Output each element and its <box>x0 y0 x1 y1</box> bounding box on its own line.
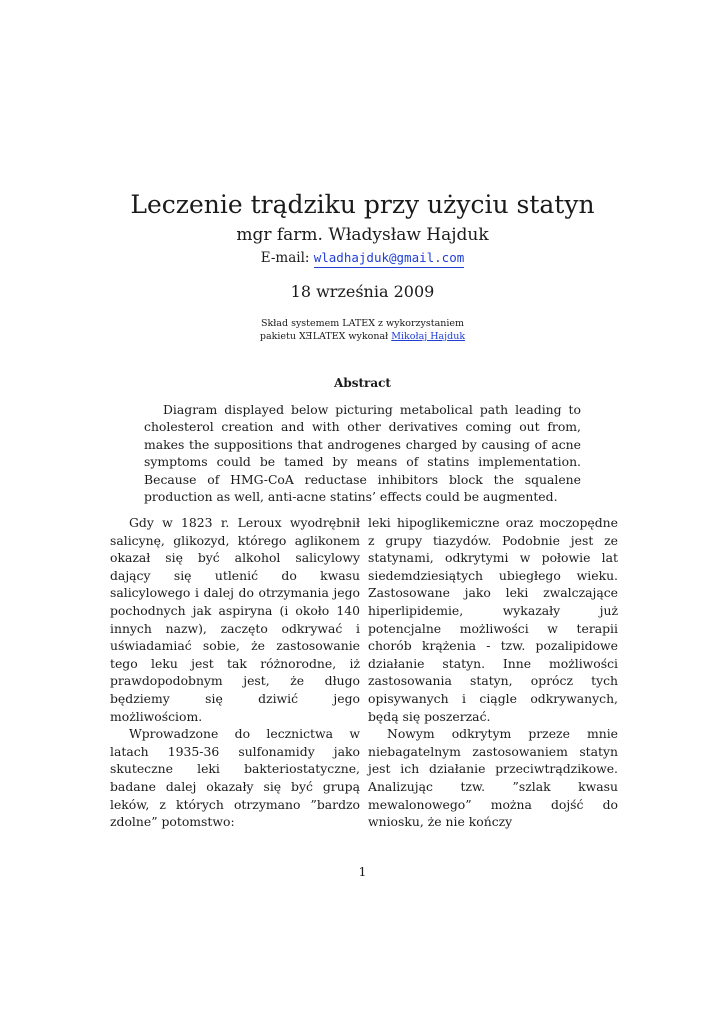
column-right <box>368 514 618 831</box>
left-paragraph-2: Wprowadzone do lecznictwa w latach 1935-36 sulfonamidy jako skuteczne leki bakteriostatyczne, badane dalej okazały się być grupą leków, z których otrzymano ”bardzo zdolne” potomstwo: <box>110 726 360 830</box>
left-paragraph-1: Gdy w 1823 r. Leroux wyodrębnił salicynę, glikozyd, którego aglikonem okazał się być alkohol salicylowy dający się utlenić do kwasu salicylowego i dalej do otrzymania jego pochodnych jak aspiryna (i około 140 innych nazw), zaczęto odkrywać i uświadamiać sobie, że zastosowanie tego leku jest tak różnorodne, iż prawdopodobnym jest, że długo będziemy się dziwić jego możliwościom. <box>110 515 360 724</box>
typeset-note-prefix: pakietu XƎLATEX wykonał <box>259 331 392 342</box>
abstract-heading: Abstract <box>334 376 391 390</box>
typeset-author-link[interactable]: Mikołaj Hajduk <box>391 331 466 342</box>
email-line <box>0 249 725 267</box>
right-paragraph-1: leki hipoglikemiczne oraz moczopędne z grupy tiazydów. Podobnie jest ze statynami, odkrytymi w połowie lat siedemdziesiątych ubiegłego wieku. Zastosowane jako leki zwalczające hiperlipidemie, wykazały już potencjalne możliwości w terapii chorób krążenia - tzw. pozalipidowe działanie statyn. Inne możliwości zastosowania statyn, oprócz tych opisywanych i ciągle odkrywanych, będą się poszerzać. <box>368 515 618 724</box>
email-label: E-mail: <box>260 250 314 266</box>
abstract-text: Diagram displayed below picturing metabolical path leading to cholesterol creation and with other derivatives coming out from, makes the suppositions that androgenes charged by causing of acne symptoms could be tamed by means of statins implementation. Because of HMG-CoA reductase inhibitors block the squalene production as well, anti-acne statins’ effects could be augmented. <box>144 402 581 505</box>
page-number: 1 <box>358 864 367 879</box>
email-link[interactable]: wladhajduk@gmail.com <box>314 250 465 268</box>
column-left <box>110 514 360 831</box>
paper-date: 18 września 2009 <box>290 282 435 301</box>
typeset-note-line2 <box>0 331 725 343</box>
right-paragraph-2: Nowym odkrytym przeze mnie niebagatelnym zastosowaniem statyn jest ich działanie przeciwtrądzikowe. Analizując tzw. ”szlak kwasu mewalonowego” można dojść do wniosku, że nie kończy <box>368 726 618 830</box>
paper-title: Leczenie trądziku przy użyciu statyn <box>130 189 595 219</box>
typeset-note-line1: Skład systemem LATEX z wykorzystaniem <box>260 318 465 329</box>
author-name: mgr farm. Władysław Hajduk <box>236 225 489 245</box>
